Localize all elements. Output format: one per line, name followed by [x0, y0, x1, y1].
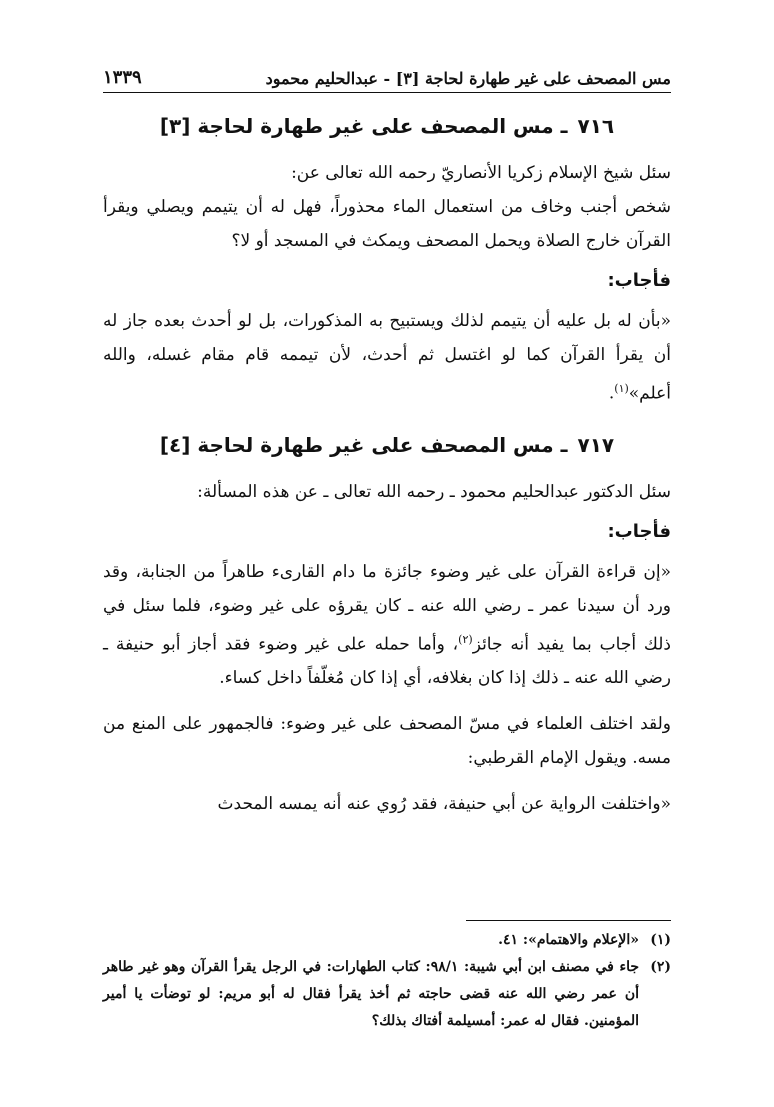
section-heading-716	[103, 110, 671, 142]
question-text: شخص أجنب وخاف من استعمال الماء محذوراً، فهل له أن يتيمم ويصلي ويقرأ القرآن خارج الصلاة ويحمل المصحف ويمكث في المسجد أو لا؟	[103, 197, 671, 251]
question-intro: سئل الدكتور عبدالحليم محمود ـ رحمه الله تعالى ـ عن هذه المسألة:	[197, 481, 671, 502]
question-intro: سئل شيخ الإسلام زكريا الأنصاريّ رحمه الله تعالى عن:	[291, 163, 671, 183]
page-number: ١٣٣٩	[103, 67, 142, 88]
answer-label: فأجاب:	[607, 270, 671, 291]
footnote-text: «الإعلام والاهتمام»: ٤١.	[498, 932, 639, 948]
section-dash: ـ	[560, 432, 568, 457]
answer-body: «بأن له بل عليه أن يتيمم لذلك ويستبيح به المذكورات، بل لو أحدث بعده جاز له أن يقرأ القرآن كما لو اغتسل ثم أحدث، لأن تيممه قام مقام غسله، والله أعلم»	[103, 311, 671, 404]
header-title: مس المصحف على غير طهارة لحاجة [٣] - عبدالحليم محمود	[265, 69, 671, 88]
footnote-divider	[466, 920, 671, 921]
section-dash: ـ	[560, 114, 568, 138]
section-title: مس المصحف على غير طهارة لحاجة [٤]	[159, 432, 554, 457]
footnote-text: جاء في مصنف ابن أبي شيبة: ٩٨/١: كتاب الطهارات: في الرجل يقرأ القرآن وهو غير طاهر أن عمر رضي الله عنه قضى حاجته ثم أخذ يقرأ فقال له أبو مريم: لو توضأت يا أمير المؤمنين. فقال له عمر: أمسيلمة أفتاك بذلك؟	[103, 959, 639, 1029]
footnote-ref-2[interactable]: (٢)	[458, 632, 473, 646]
section-heading-717	[103, 429, 671, 461]
answer-paragraph-2: ولقد اختلف العلماء في مسّ المصحف على غير وضوء: فالجمهور على المنع من مسه. ويقول الإمام القرطبي:	[103, 714, 671, 769]
answer-body: «إن قراءة القرآن على غير وضوء جائزة ما دام القارىء طاهراً من الجنابة، وقد ورد أن سيدنا عمر ـ رضي الله عنه ـ كان يقرؤه على غير وضوء، فلما سئل في ذلك أجاب بما يفيد أنه جائز	[103, 561, 671, 655]
section-number: ٧١٦	[577, 114, 615, 138]
running-header	[103, 58, 671, 93]
section-number: ٧١٧	[577, 432, 615, 457]
footnote	[103, 927, 671, 954]
footnote-number: (١)	[650, 932, 671, 948]
footnote-ref-1[interactable]: (١)	[614, 382, 629, 395]
footnotes	[103, 920, 671, 1035]
answer-label: فأجاب:	[607, 520, 671, 542]
section-title: مس المصحف على غير طهارة لحاجة [٣]	[159, 114, 554, 138]
answer-text	[103, 304, 671, 411]
footnote	[103, 954, 671, 1035]
answer-paragraph-1	[103, 555, 671, 696]
answer-end: .	[608, 383, 615, 404]
answer-paragraph-3: «واختلفت الرواية عن أبي حنيفة، فقد رُوي عنه أنه يمسه المحدث	[217, 794, 671, 815]
page-body	[103, 104, 671, 821]
footnote-number: (٢)	[650, 959, 671, 975]
answer-body-cont: ، وأما حمله على غير وضوء فقد أجاز أبو حنيفة ـ رضي الله عنه ـ ذلك إذا كان بغلافه، أي إذا كان مُغلّفاً داخل كساء.	[103, 634, 671, 689]
